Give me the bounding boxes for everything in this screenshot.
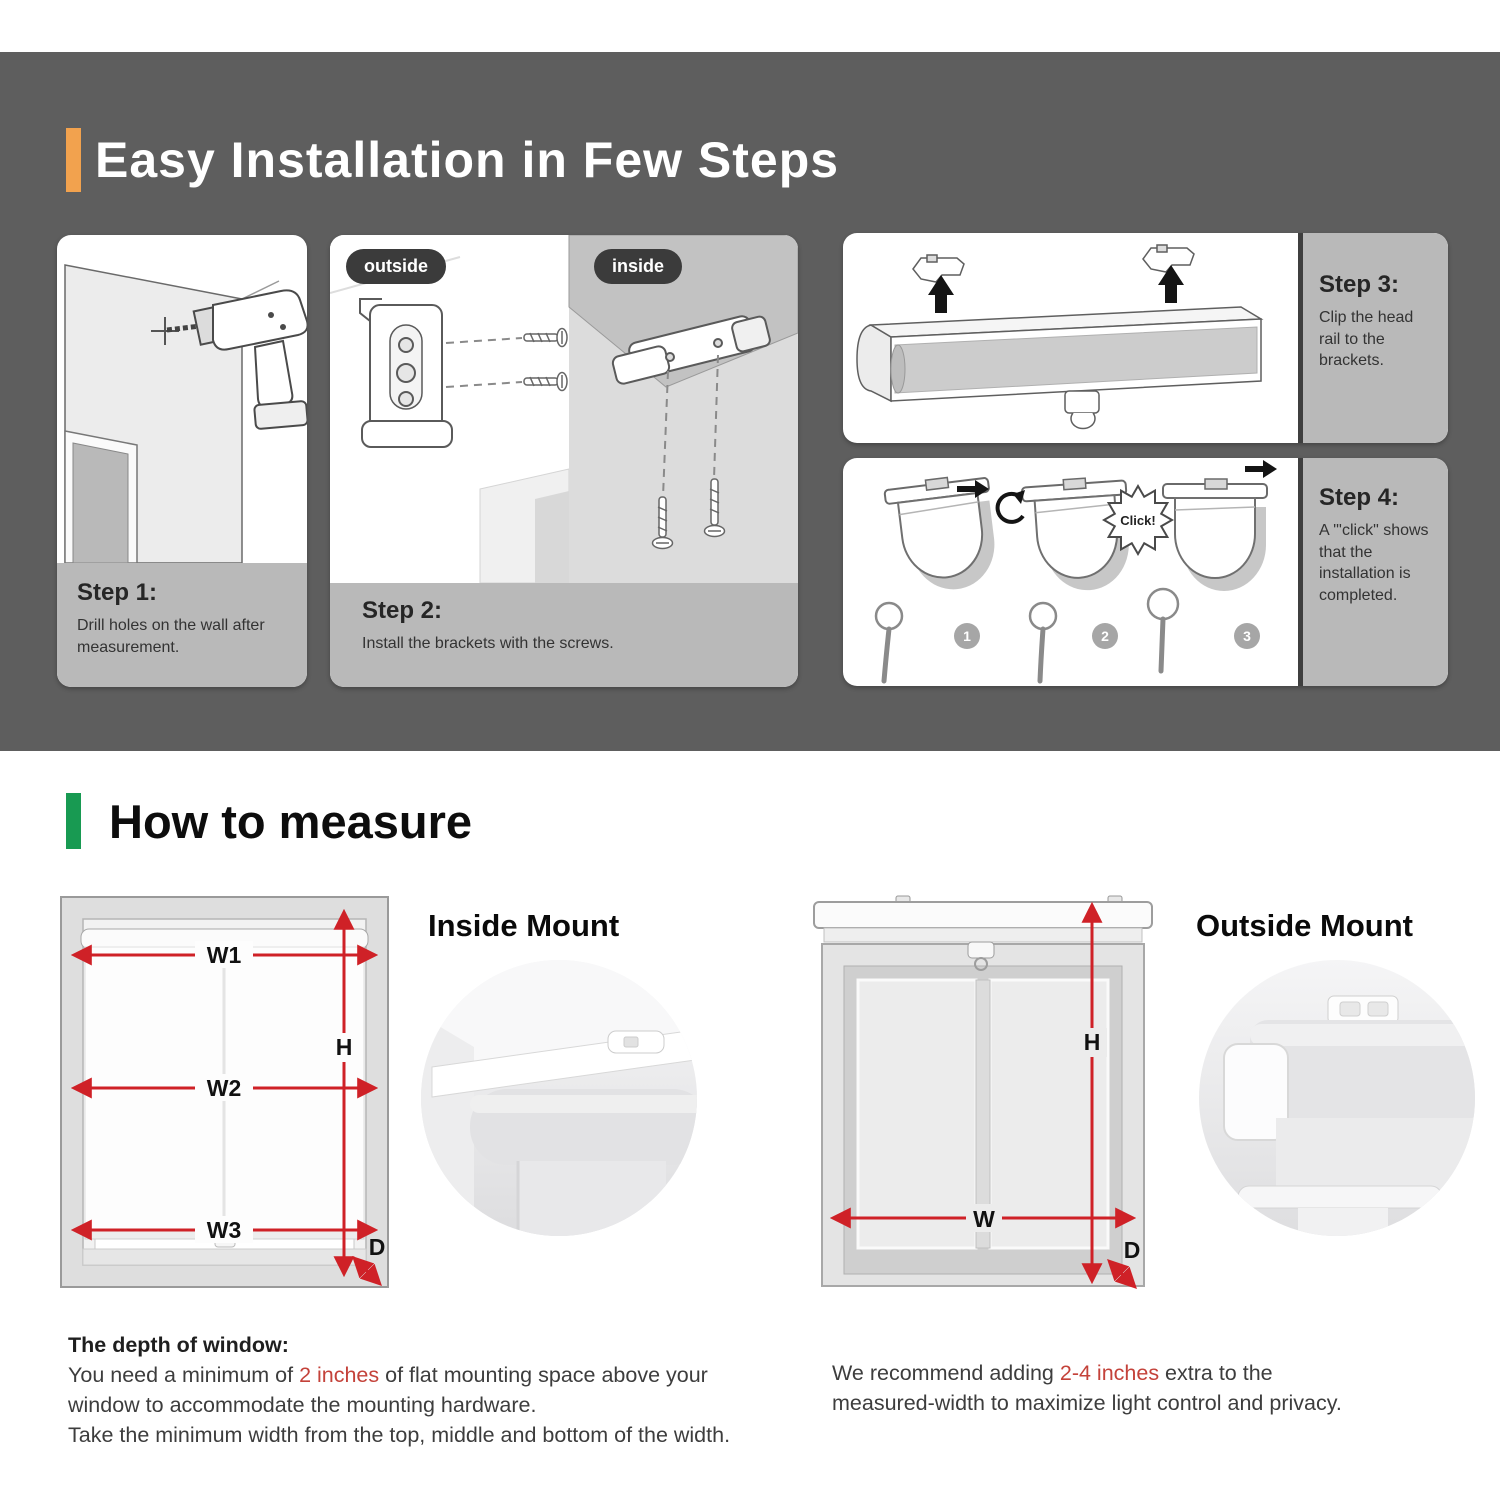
label-w3: W3 xyxy=(206,1217,242,1243)
click-burst-text: Click! xyxy=(1120,513,1156,528)
bottom-rail xyxy=(1238,1186,1442,1208)
step3-caption xyxy=(1298,233,1448,443)
green-accent-bar xyxy=(66,793,81,849)
label-w2: W2 xyxy=(206,1075,242,1101)
installation-title-row xyxy=(66,128,839,192)
depth-line2: window to accommodate the mounting hardware. xyxy=(68,1393,537,1417)
step2-panel xyxy=(330,235,798,687)
step3-label: Step 3: xyxy=(1319,271,1400,298)
badge-number: 2 xyxy=(1101,628,1109,644)
depth-line1-post: of flat mounting space above your xyxy=(379,1363,708,1387)
step4-panel xyxy=(843,458,1448,686)
depth-line3: Take the minimum width from the top, middle and bottom of the width. xyxy=(68,1423,731,1447)
rec-line2: measured-width to maximize light control and privacy. xyxy=(832,1391,1342,1415)
label-w1: W1 xyxy=(206,942,242,968)
hanging-fabric xyxy=(518,1161,666,1240)
rec-line1-red: 2-4 inches xyxy=(1059,1361,1160,1385)
roller-diagram-3 xyxy=(1148,460,1277,671)
installation-title: Easy Installation in Few Steps xyxy=(95,132,840,188)
step2-label: Step 2: xyxy=(362,597,443,624)
pull-ring xyxy=(1148,589,1178,619)
outside-mount-pill: outside xyxy=(346,249,446,284)
head-rail xyxy=(857,307,1261,429)
step4-label: Step 4: xyxy=(1319,484,1400,511)
depth-line1 xyxy=(68,1360,730,1390)
rec-line1 xyxy=(832,1358,1342,1388)
rec-line1-pre: We recommend adding xyxy=(832,1361,1060,1385)
label-d: D xyxy=(368,1234,386,1260)
measure-title: How to measure xyxy=(109,794,473,848)
outside-mount-window-diagram xyxy=(808,888,1158,1293)
inside-mount-pill: inside xyxy=(594,249,682,284)
badge-number: 3 xyxy=(1243,628,1251,644)
outside-mount-photo xyxy=(1178,958,1496,1238)
pull-ring xyxy=(1030,603,1056,629)
head-rail xyxy=(814,902,1152,928)
roller-diagram-1 xyxy=(876,473,1001,681)
step4-click-illustration xyxy=(843,458,1297,686)
step4-caption xyxy=(1298,458,1448,686)
clip-bracket-icon xyxy=(1143,245,1194,272)
window-pane xyxy=(990,980,1108,1248)
depth-line1-red: 2 inches xyxy=(299,1363,380,1387)
measure-title-row xyxy=(66,793,472,849)
outside-mount-title: Outside Mount xyxy=(1196,908,1413,943)
wall-bracket-icon xyxy=(360,299,452,447)
clutch-tab xyxy=(968,942,994,958)
window-pane xyxy=(858,980,976,1248)
clip-bracket-icon xyxy=(913,255,964,282)
orange-accent-bar xyxy=(66,128,81,192)
pull-ring xyxy=(876,603,902,629)
label-w: W xyxy=(973,1206,995,1232)
step2-text: Install the brackets with the screws. xyxy=(362,635,614,652)
inside-mount-title: Inside Mount xyxy=(428,908,620,943)
inside-mount-photo xyxy=(412,955,707,1240)
step1-label: Step 1: xyxy=(77,579,158,606)
step1-drill-illustration xyxy=(57,235,307,563)
step3-headrail-illustration xyxy=(843,233,1297,443)
label-d: D xyxy=(1123,1237,1141,1263)
step1-caption xyxy=(57,563,307,687)
depth-line1-pre: You need a minimum of xyxy=(68,1363,300,1387)
step1-panel xyxy=(57,235,307,687)
depth-note xyxy=(68,1330,730,1450)
right-arrow-icon xyxy=(1245,460,1277,478)
step2-brackets-illustration xyxy=(330,235,798,583)
step3-text: Clip the head rail to the brackets. xyxy=(1319,309,1414,370)
inside-mount-window-diagram xyxy=(57,893,392,1291)
step3-panel xyxy=(843,233,1448,443)
step1-text: Drill holes on the wall after measurement. xyxy=(77,617,265,656)
badge-number: 1 xyxy=(963,628,971,644)
rec-line1-post: extra to the xyxy=(1159,1361,1273,1385)
hanging-fabric xyxy=(1276,1118,1482,1194)
step4-text: A "'click" shows that the installation is completed. xyxy=(1319,522,1429,604)
recommendation-note xyxy=(832,1358,1342,1418)
depth-heading: The depth of window: xyxy=(68,1333,289,1357)
label-h: H xyxy=(335,1034,353,1060)
step2-caption xyxy=(330,583,798,687)
label-h: H xyxy=(1083,1029,1101,1055)
